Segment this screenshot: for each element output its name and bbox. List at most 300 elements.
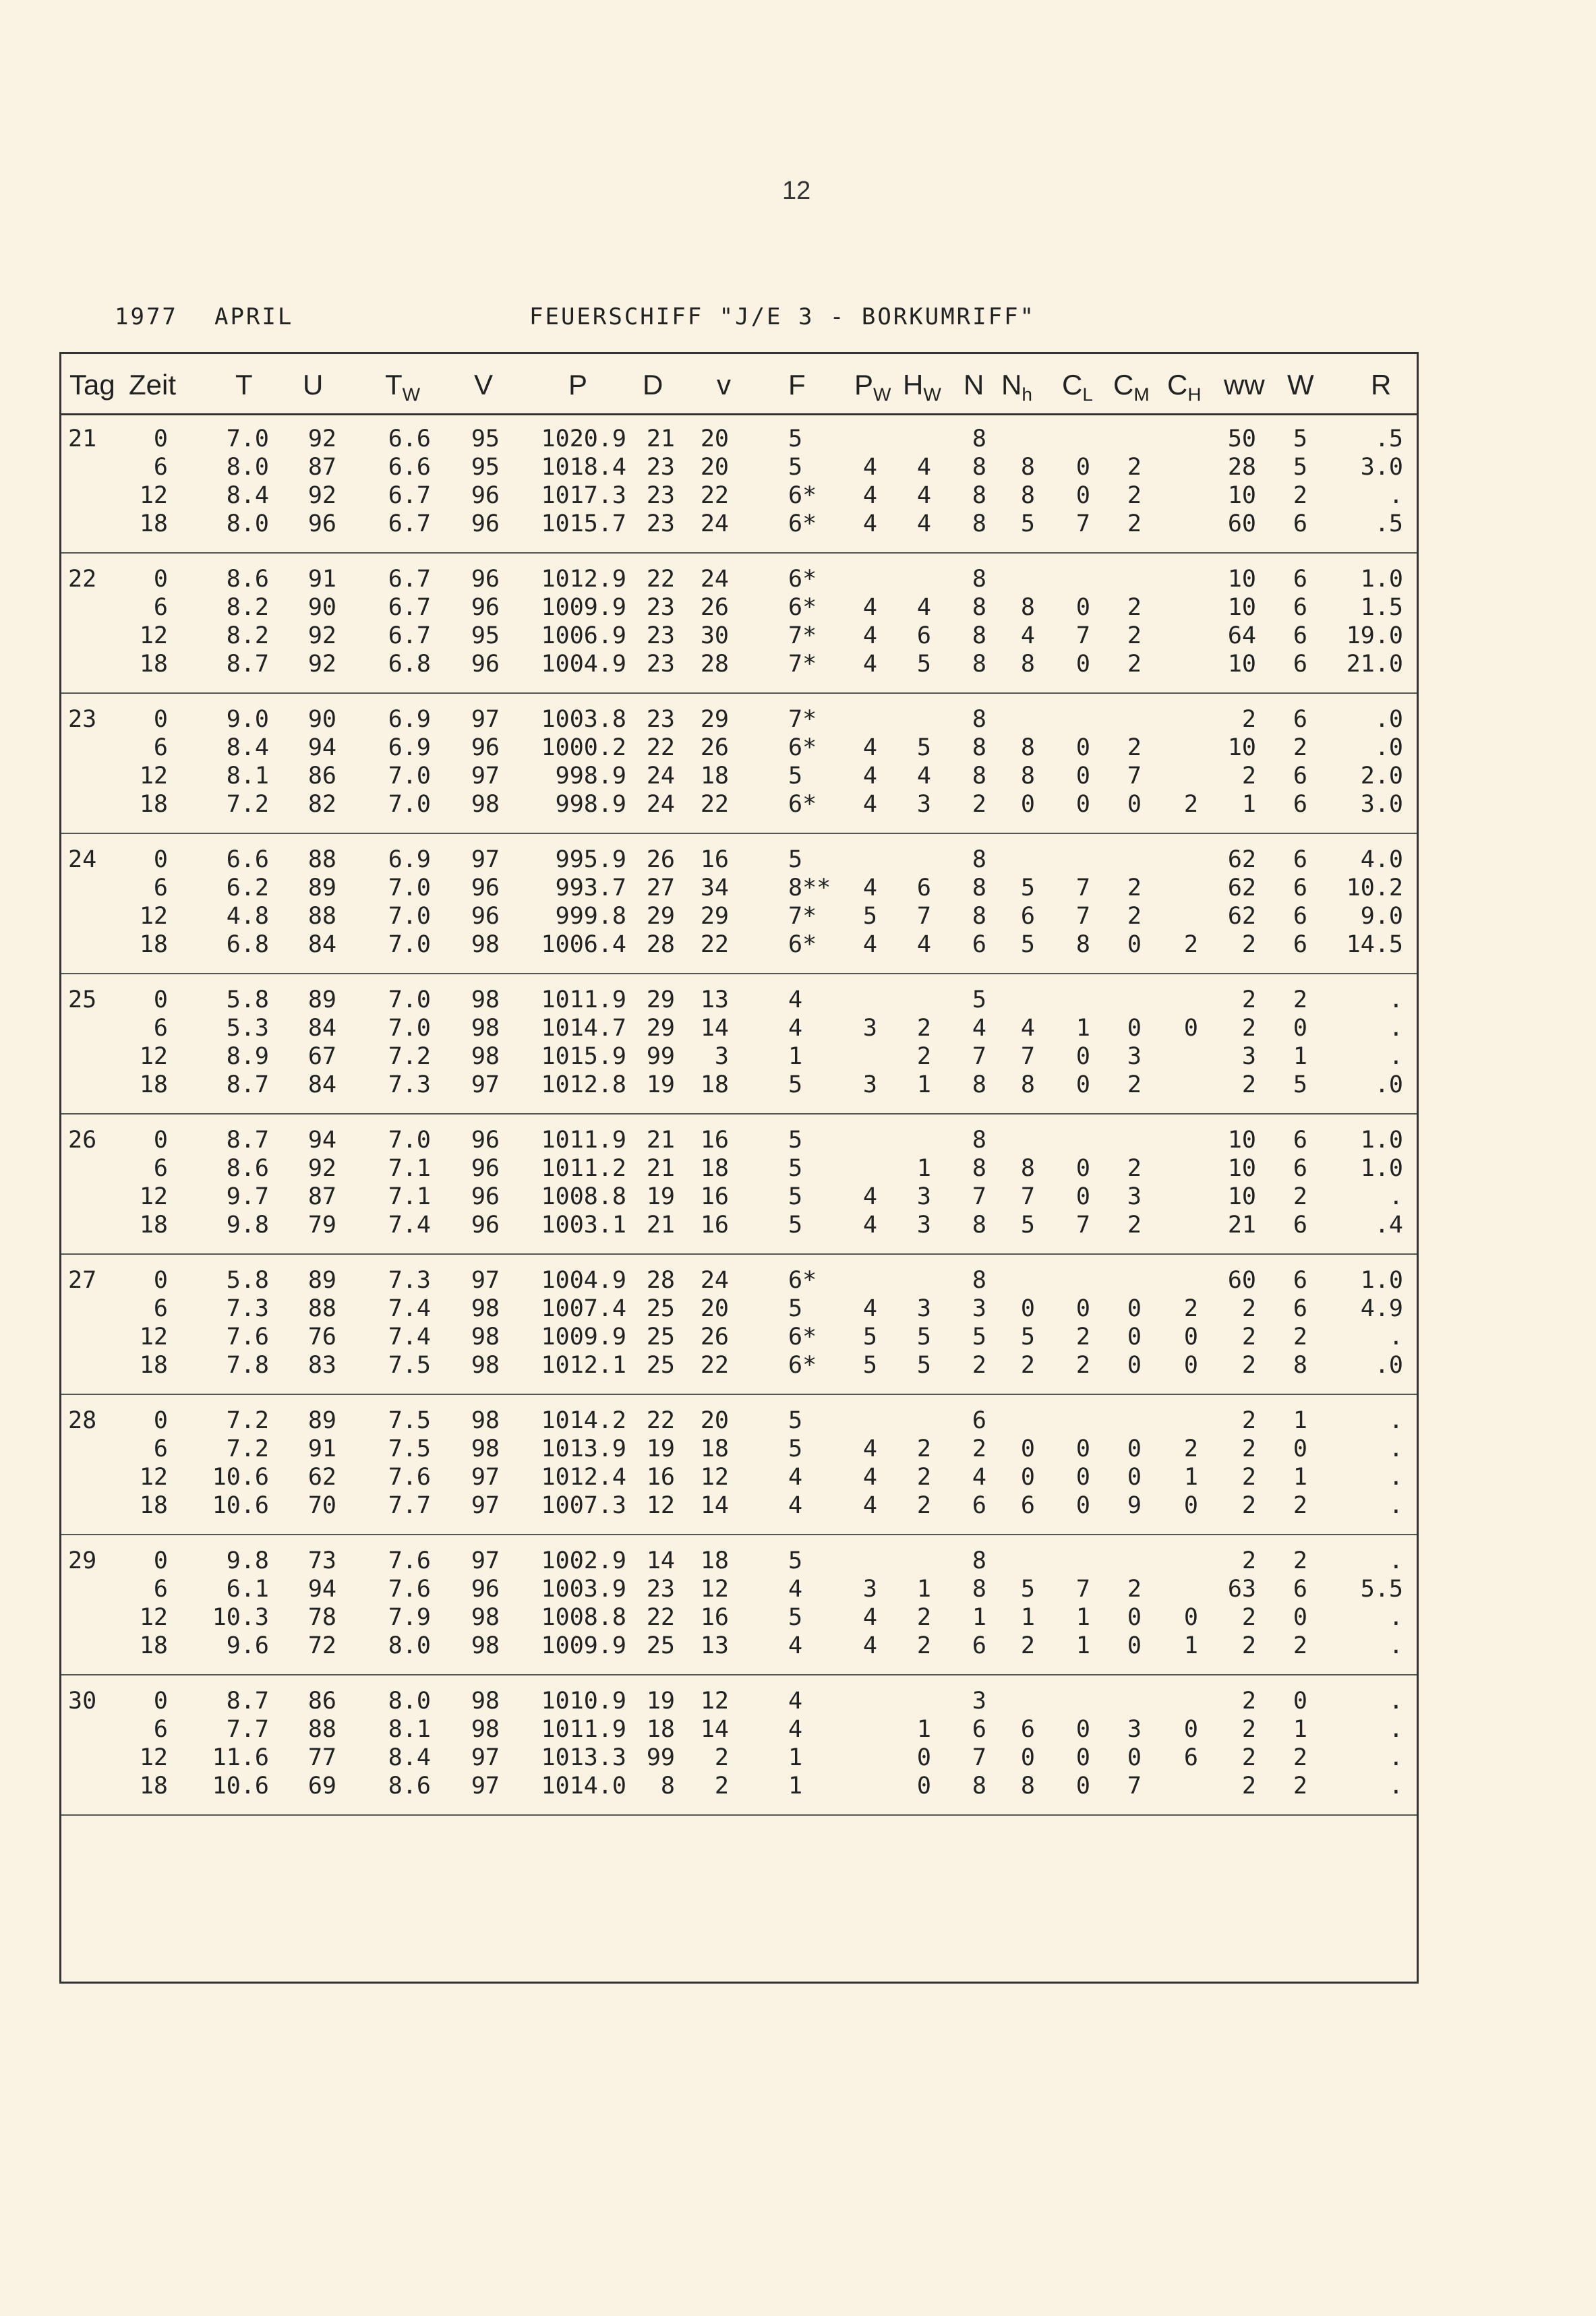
cell-n-h: 5 <box>1020 1324 1035 1350</box>
cell-u: 96 <box>307 510 336 537</box>
cell-ww: 50 <box>1227 425 1256 452</box>
cell-r: . <box>1388 1547 1403 1574</box>
column-header-16 <box>1167 369 1202 405</box>
cell-w: 8 <box>1293 1352 1307 1379</box>
data-table <box>59 352 1419 1984</box>
cell-f: 7* <box>788 651 817 678</box>
cell-p-w: 4 <box>862 1632 877 1659</box>
cell-ww: 60 <box>1227 510 1256 537</box>
cell-t-w: 7.0 <box>388 1015 431 1042</box>
cell-n-h: 5 <box>1020 510 1035 537</box>
table-row <box>61 1183 1417 1212</box>
cell-p-w: 4 <box>862 1183 877 1210</box>
cell-v: 22 <box>700 931 729 958</box>
cell-u: 70 <box>307 1492 336 1519</box>
cell-v: 18 <box>700 763 729 790</box>
cell-p: 1009.9 <box>541 1324 626 1350</box>
cell-h-w: 3 <box>916 1295 931 1322</box>
cell-c-h: 1 <box>1183 1464 1198 1491</box>
cell-ww: 10 <box>1227 566 1256 593</box>
column-header-label: C <box>1062 369 1083 400</box>
cell-zeit: 0 <box>153 1688 168 1715</box>
table-row <box>61 846 1417 874</box>
cell-p: 1011.9 <box>541 1716 626 1743</box>
day-block-29 <box>61 1535 1417 1675</box>
cell-p-w: 4 <box>862 874 877 901</box>
cell-c-l: 0 <box>1075 1744 1090 1771</box>
column-header-17 <box>1224 369 1265 401</box>
cell-h-w: 5 <box>916 734 931 761</box>
cell-t-w: 7.4 <box>388 1212 431 1239</box>
cell-n: 6 <box>972 1492 986 1519</box>
cell-r: . <box>1388 1407 1403 1434</box>
cell-h-w: 1 <box>916 1716 931 1743</box>
cell-t-w: 7.0 <box>388 791 431 818</box>
table-row <box>61 1043 1417 1071</box>
table-row <box>61 1155 1417 1183</box>
cell-f: 8** <box>788 874 831 901</box>
cell-ww: 2 <box>1241 1492 1256 1519</box>
cell-v: 14 <box>700 1492 729 1519</box>
cell-c-m: 2 <box>1127 622 1142 649</box>
cell-t-w: 6.7 <box>388 622 431 649</box>
cell-p-w: 4 <box>862 510 877 537</box>
day-block-23 <box>61 694 1417 834</box>
cell-u: 84 <box>307 931 336 958</box>
cell-v: 96 <box>471 510 500 537</box>
cell-c-h: 2 <box>1183 931 1198 958</box>
cell-n-h: 4 <box>1020 622 1035 649</box>
cell-f: 5 <box>788 1604 803 1631</box>
cell-t: 8.2 <box>226 622 269 649</box>
cell-p-w: 4 <box>862 763 877 790</box>
table-row <box>61 1604 1417 1632</box>
cell-p: 1012.9 <box>541 566 626 593</box>
cell-zeit: 0 <box>153 1407 168 1434</box>
cell-c-m: 2 <box>1127 1576 1142 1603</box>
cell-c-l: 0 <box>1075 763 1090 790</box>
cell-r: . <box>1388 1464 1403 1491</box>
day-block-25 <box>61 974 1417 1115</box>
cell-w: 6 <box>1293 846 1307 873</box>
cell-p: 1008.8 <box>541 1183 626 1210</box>
cell-ww: 2 <box>1241 1324 1256 1350</box>
cell-t: 8.6 <box>226 1155 269 1182</box>
cell-r: . <box>1388 1183 1403 1210</box>
cell-r: 9.0 <box>1360 903 1403 930</box>
cell-r: .0 <box>1374 1071 1403 1098</box>
cell-t: 8.1 <box>226 763 269 790</box>
cell-f: 5 <box>788 1295 803 1322</box>
table-row <box>61 1547 1417 1576</box>
cell-n-h: 5 <box>1020 1212 1035 1239</box>
cell-zeit: 6 <box>153 1576 168 1603</box>
column-header-1 <box>129 369 176 401</box>
column-header-label: Zeit <box>129 369 177 400</box>
cell-f: 5 <box>788 425 803 452</box>
column-header-2 <box>235 369 253 401</box>
cell-w: 6 <box>1293 903 1307 930</box>
cell-c-m: 9 <box>1127 1492 1142 1519</box>
cell-ww: 2 <box>1241 1547 1256 1574</box>
cell-c-l: 0 <box>1075 594 1090 621</box>
cell-c-m: 0 <box>1127 791 1142 818</box>
cell-w: 6 <box>1293 1212 1307 1239</box>
cell-n-h: 0 <box>1020 1435 1035 1462</box>
cell-n-h: 8 <box>1020 763 1035 790</box>
cell-w: 0 <box>1293 1688 1307 1715</box>
cell-v: 20 <box>700 1295 729 1322</box>
cell-t-w: 6.6 <box>388 425 431 452</box>
cell-v: 96 <box>471 594 500 621</box>
cell-zeit: 6 <box>153 1435 168 1462</box>
cell-v: 97 <box>471 1547 500 1574</box>
cell-n-h: 0 <box>1020 791 1035 818</box>
cell-p: 1012.4 <box>541 1464 626 1491</box>
cell-r: .5 <box>1374 425 1403 452</box>
cell-v: 97 <box>471 1492 500 1519</box>
cell-h-w: 0 <box>916 1773 931 1800</box>
cell-v: 96 <box>471 651 500 678</box>
cell-h-w: 4 <box>916 763 931 790</box>
cell-d: 26 <box>646 846 675 873</box>
cell-p-w: 4 <box>862 1212 877 1239</box>
cell-p: 1011.2 <box>541 1155 626 1182</box>
cell-t-w: 8.1 <box>388 1716 431 1743</box>
cell-w: 6 <box>1293 622 1307 649</box>
cell-p: 1011.9 <box>541 1127 626 1154</box>
cell-v: 14 <box>700 1716 729 1743</box>
cell-c-l: 7 <box>1075 903 1090 930</box>
cell-f: 6* <box>788 482 817 509</box>
cell-ww: 2 <box>1241 986 1256 1013</box>
cell-v: 96 <box>471 903 500 930</box>
column-header-4 <box>385 369 420 405</box>
cell-c-h: 0 <box>1183 1324 1198 1350</box>
cell-t: 8.7 <box>226 1688 269 1715</box>
column-header-label: ww <box>1224 369 1265 400</box>
cell-w: 5 <box>1293 454 1307 481</box>
cell-f: 6* <box>788 594 817 621</box>
cell-n: 8 <box>972 510 986 537</box>
cell-zeit: 18 <box>139 791 168 818</box>
cell-p: 1002.9 <box>541 1547 626 1574</box>
column-header-subscript: L <box>1082 384 1093 405</box>
cell-c-l: 0 <box>1075 1183 1090 1210</box>
cell-c-l: 8 <box>1075 931 1090 958</box>
cell-v: 98 <box>471 1716 500 1743</box>
cell-p: 1003.8 <box>541 706 626 733</box>
table-row <box>61 1464 1417 1492</box>
cell-u: 88 <box>307 1295 336 1322</box>
cell-v: 97 <box>471 1744 500 1771</box>
cell-d: 23 <box>646 594 675 621</box>
cell-f: 4 <box>788 1464 803 1491</box>
table-row <box>61 510 1417 539</box>
cell-p-w: 4 <box>862 622 877 649</box>
cell-v: 24 <box>700 1267 729 1294</box>
cell-v: 30 <box>700 622 729 649</box>
column-header-13 <box>1001 369 1032 405</box>
cell-ww: 2 <box>1241 1435 1256 1462</box>
cell-d: 25 <box>646 1632 675 1659</box>
cell-c-m: 2 <box>1127 482 1142 509</box>
column-header-label: H <box>903 369 924 400</box>
cell-v: 28 <box>700 651 729 678</box>
cell-v: 97 <box>471 1071 500 1098</box>
cell-p-w: 4 <box>862 651 877 678</box>
cell-v: 97 <box>471 1464 500 1491</box>
cell-c-l: 0 <box>1075 1043 1090 1070</box>
column-header-label: v <box>717 369 731 400</box>
cell-f: 5 <box>788 1435 803 1462</box>
cell-v: 96 <box>471 734 500 761</box>
cell-d: 21 <box>646 425 675 452</box>
cell-p-w: 4 <box>862 931 877 958</box>
cell-t: 8.7 <box>226 651 269 678</box>
cell-n-h: 8 <box>1020 1155 1035 1182</box>
cell-t: 6.6 <box>226 846 269 873</box>
cell-ww: 2 <box>1241 1352 1256 1379</box>
cell-n: 6 <box>972 1407 986 1434</box>
cell-ww: 2 <box>1241 1407 1256 1434</box>
column-header-subscript: W <box>402 384 421 405</box>
cell-u: 89 <box>307 1407 336 1434</box>
cell-zeit: 18 <box>139 1352 168 1379</box>
cell-h-w: 6 <box>916 622 931 649</box>
cell-r: . <box>1388 1744 1403 1771</box>
cell-v: 16 <box>700 1127 729 1154</box>
cell-v: 96 <box>471 874 500 901</box>
column-header-label: Tag <box>69 369 115 400</box>
column-header-subscript: W <box>923 384 941 405</box>
cell-n: 7 <box>972 1744 986 1771</box>
day-tag: 29 <box>68 1547 97 1574</box>
cell-ww: 2 <box>1241 1688 1256 1715</box>
cell-v: 98 <box>471 1324 500 1350</box>
cell-t-w: 7.3 <box>388 1071 431 1098</box>
cell-t: 8.0 <box>226 454 269 481</box>
cell-h-w: 5 <box>916 651 931 678</box>
cell-p: 1004.9 <box>541 651 626 678</box>
cell-zeit: 18 <box>139 1632 168 1659</box>
cell-t-w: 7.5 <box>388 1435 431 1462</box>
cell-w: 2 <box>1293 1183 1307 1210</box>
cell-v: 29 <box>700 903 729 930</box>
cell-v: 2 <box>714 1773 729 1800</box>
cell-v: 96 <box>471 1576 500 1603</box>
cell-f: 6* <box>788 1324 817 1350</box>
cell-zeit: 6 <box>153 454 168 481</box>
cell-c-m: 7 <box>1127 1773 1142 1800</box>
cell-u: 88 <box>307 846 336 873</box>
cell-r: .5 <box>1374 510 1403 537</box>
cell-f: 6* <box>788 1267 817 1294</box>
cell-r: . <box>1388 1716 1403 1743</box>
table-row <box>61 622 1417 651</box>
cell-p: 1009.9 <box>541 594 626 621</box>
cell-v: 98 <box>471 931 500 958</box>
cell-p-w: 4 <box>862 1435 877 1462</box>
cell-p: 1000.2 <box>541 734 626 761</box>
cell-n-h: 8 <box>1020 454 1035 481</box>
cell-t: 9.8 <box>226 1212 269 1239</box>
cell-t-w: 8.0 <box>388 1632 431 1659</box>
table-row <box>61 1267 1417 1295</box>
cell-t: 6.2 <box>226 874 269 901</box>
cell-t-w: 8.6 <box>388 1773 431 1800</box>
cell-zeit: 0 <box>153 566 168 593</box>
cell-c-m: 2 <box>1127 510 1142 537</box>
cell-t-w: 6.7 <box>388 510 431 537</box>
cell-u: 90 <box>307 706 336 733</box>
cell-p: 1020.9 <box>541 425 626 452</box>
cell-c-h: 6 <box>1183 1744 1198 1771</box>
cell-r: 4.9 <box>1360 1295 1403 1322</box>
cell-ww: 62 <box>1227 903 1256 930</box>
cell-v: 24 <box>700 510 729 537</box>
column-header-label: N <box>1001 369 1022 400</box>
cell-w: 5 <box>1293 425 1307 452</box>
cell-f: 6* <box>788 1352 817 1379</box>
cell-n-h: 1 <box>1020 1604 1035 1631</box>
cell-h-w: 5 <box>916 1352 931 1379</box>
cell-d: 22 <box>646 1407 675 1434</box>
cell-p: 1014.0 <box>541 1773 626 1800</box>
cell-u: 83 <box>307 1352 336 1379</box>
day-tag: 22 <box>68 566 97 593</box>
cell-r: .0 <box>1374 706 1403 733</box>
cell-v: 14 <box>700 1015 729 1042</box>
cell-h-w: 4 <box>916 454 931 481</box>
table-row <box>61 1295 1417 1324</box>
column-header-subscript: H <box>1187 384 1202 405</box>
cell-t-w: 6.7 <box>388 594 431 621</box>
cell-p-w: 4 <box>862 482 877 509</box>
cell-d: 19 <box>646 1183 675 1210</box>
page-number: 12 <box>782 177 811 205</box>
cell-ww: 3 <box>1241 1043 1256 1070</box>
table-row <box>61 1015 1417 1043</box>
day-tag: 25 <box>68 986 97 1013</box>
cell-f: 4 <box>788 986 803 1013</box>
table-row <box>61 1632 1417 1661</box>
cell-h-w: 4 <box>916 510 931 537</box>
column-header-14 <box>1062 369 1093 405</box>
day-tag: 28 <box>68 1407 97 1434</box>
cell-zeit: 0 <box>153 425 168 452</box>
cell-d: 25 <box>646 1352 675 1379</box>
cell-t: 7.2 <box>226 1435 269 1462</box>
day-block-21 <box>61 413 1417 554</box>
cell-v: 26 <box>700 594 729 621</box>
column-header-3 <box>303 369 323 401</box>
cell-h-w: 4 <box>916 482 931 509</box>
cell-t: 8.2 <box>226 594 269 621</box>
cell-r: . <box>1388 1043 1403 1070</box>
cell-v: 20 <box>700 1407 729 1434</box>
cell-c-h: 0 <box>1183 1015 1198 1042</box>
cell-c-l: 0 <box>1075 1773 1090 1800</box>
cell-w: 6 <box>1293 1155 1307 1182</box>
cell-t: 8.9 <box>226 1043 269 1070</box>
cell-t-w: 7.4 <box>388 1295 431 1322</box>
cell-h-w: 2 <box>916 1015 931 1042</box>
cell-p: 998.9 <box>555 763 626 790</box>
cell-c-m: 2 <box>1127 651 1142 678</box>
day-tag: 30 <box>68 1688 97 1715</box>
cell-w: 2 <box>1293 1492 1307 1519</box>
column-header-label: N <box>964 369 984 400</box>
column-header-label: W <box>1287 369 1314 400</box>
cell-u: 73 <box>307 1547 336 1574</box>
cell-d: 21 <box>646 1155 675 1182</box>
cell-w: 2 <box>1293 986 1307 1013</box>
cell-t-w: 6.9 <box>388 706 431 733</box>
cell-p: 1011.9 <box>541 986 626 1013</box>
cell-u: 92 <box>307 622 336 649</box>
cell-c-l: 1 <box>1075 1015 1090 1042</box>
cell-n-h: 8 <box>1020 594 1035 621</box>
cell-p: 1013.9 <box>541 1435 626 1462</box>
cell-p: 1013.3 <box>541 1744 626 1771</box>
cell-f: 6* <box>788 566 817 593</box>
column-header-10 <box>854 369 891 405</box>
cell-c-l: 7 <box>1075 622 1090 649</box>
cell-t-w: 7.0 <box>388 986 431 1013</box>
cell-t: 8.4 <box>226 482 269 509</box>
cell-ww: 10 <box>1227 1183 1256 1210</box>
cell-h-w: 0 <box>916 1744 931 1771</box>
cell-w: 6 <box>1293 651 1307 678</box>
day-tag: 26 <box>68 1127 97 1154</box>
cell-p: 1007.3 <box>541 1492 626 1519</box>
cell-t-w: 8.4 <box>388 1744 431 1771</box>
cell-t: 7.8 <box>226 1352 269 1379</box>
cell-v: 98 <box>471 1043 500 1070</box>
cell-r: 1.0 <box>1360 1127 1403 1154</box>
cell-p: 1007.4 <box>541 1295 626 1322</box>
cell-p: 1006.9 <box>541 622 626 649</box>
cell-n-h: 6 <box>1020 1492 1035 1519</box>
cell-c-m: 2 <box>1127 1212 1142 1239</box>
cell-r: . <box>1388 482 1403 509</box>
cell-zeit: 12 <box>139 1464 168 1491</box>
column-header-11 <box>903 369 941 405</box>
cell-n: 8 <box>972 425 986 452</box>
cell-p: 1018.4 <box>541 454 626 481</box>
cell-d: 23 <box>646 622 675 649</box>
cell-t-w: 7.0 <box>388 903 431 930</box>
table-row <box>61 1435 1417 1464</box>
cell-r: . <box>1388 1688 1403 1715</box>
cell-c-l: 1 <box>1075 1604 1090 1631</box>
cell-zeit: 12 <box>139 622 168 649</box>
cell-u: 62 <box>307 1464 336 1491</box>
cell-zeit: 12 <box>139 1744 168 1771</box>
cell-n-h: 7 <box>1020 1043 1035 1070</box>
cell-u: 89 <box>307 1267 336 1294</box>
cell-n-h: 2 <box>1020 1632 1035 1659</box>
cell-v: 98 <box>471 986 500 1013</box>
column-header-label: P <box>854 369 874 400</box>
cell-c-l: 0 <box>1075 651 1090 678</box>
cell-u: 94 <box>307 1576 336 1603</box>
cell-d: 28 <box>646 931 675 958</box>
cell-p-w: 4 <box>862 1492 877 1519</box>
cell-u: 89 <box>307 986 336 1013</box>
cell-n: 2 <box>972 791 986 818</box>
